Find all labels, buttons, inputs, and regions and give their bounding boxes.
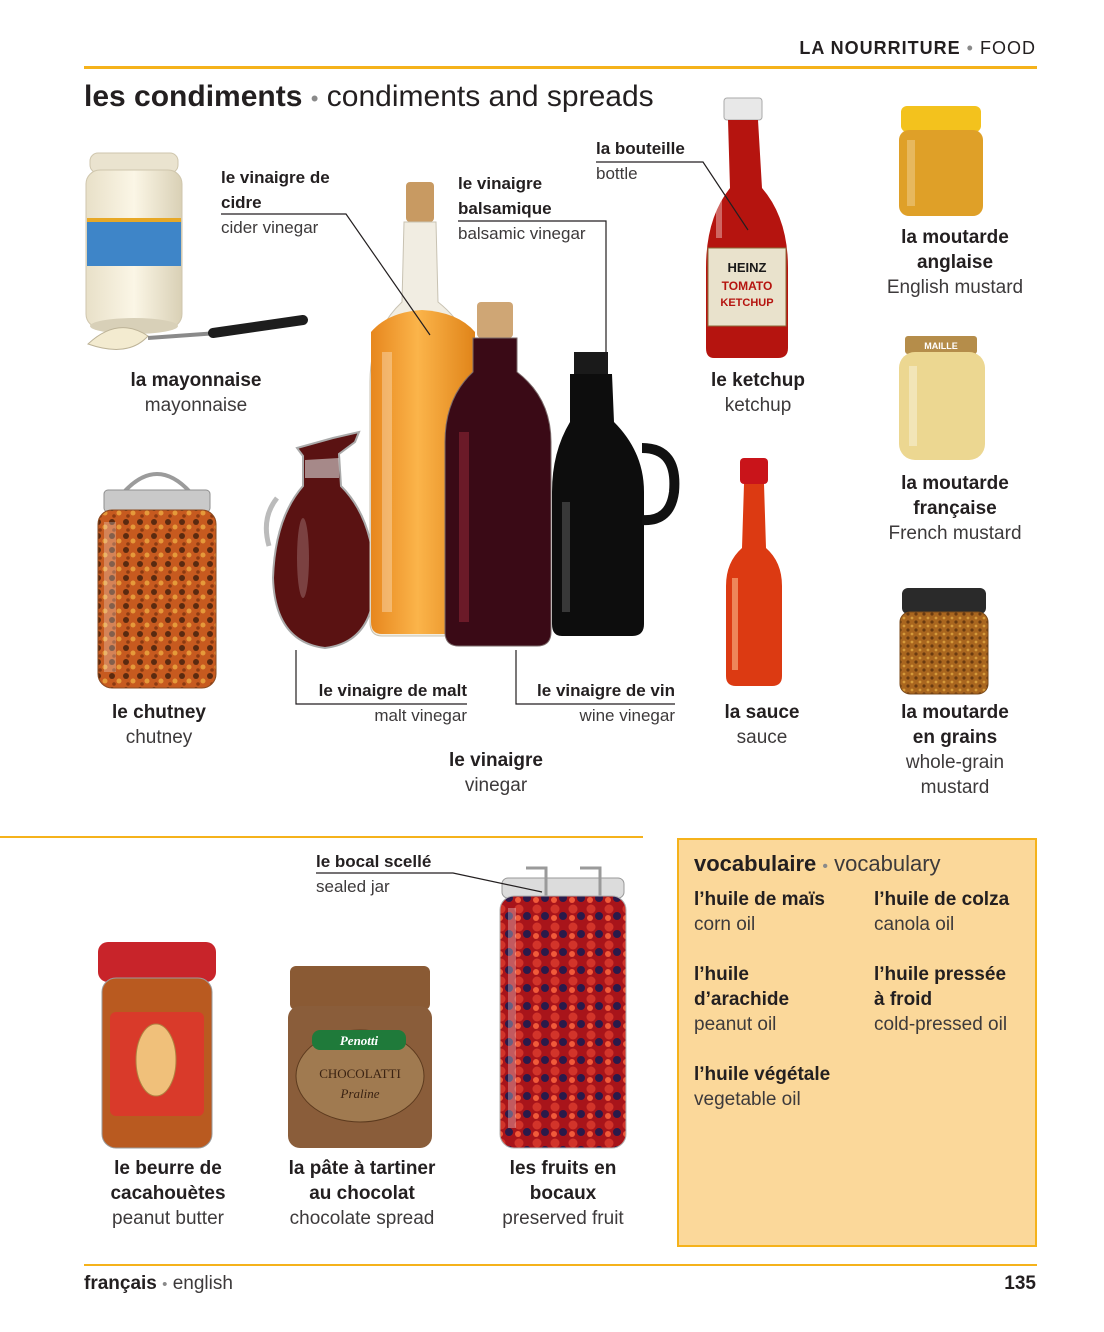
balsamic-vinegar-en: balsamic vinegar	[458, 224, 586, 243]
wholegrain-mustard-en-1: whole-grain	[905, 752, 1005, 773]
ketchup-en: ketchup	[724, 395, 792, 416]
english-mustard-fr-1: la moutarde	[901, 227, 1009, 248]
page-title-en: condiments and spreads	[326, 80, 654, 113]
label-sealed-jar	[316, 849, 476, 899]
chocolate-brand-text: Penotti	[339, 1033, 379, 1048]
vocab-en: corn oil	[694, 914, 756, 935]
cider-vinegar-fr-2: cidre	[221, 193, 262, 212]
section-title-en: FOOD	[980, 38, 1036, 58]
footer-lang-fr: français	[84, 1273, 157, 1294]
chutney-fr: le chutney	[112, 702, 206, 723]
bottle-fr: la bouteille	[596, 139, 685, 158]
label-mayonnaise	[106, 368, 286, 418]
wholegrain-mustard-fr-1: la moutarde	[901, 702, 1009, 723]
ketchup-label-3: KETCHUP	[720, 297, 774, 309]
ketchup-fr: le ketchup	[711, 370, 805, 391]
vocab-fr: l’huile végétale	[694, 1064, 831, 1085]
vinegar-fr: le vinaigre	[449, 750, 543, 771]
vocab-en: vegetable oil	[694, 1089, 801, 1110]
page-title-fr: les condiments	[84, 80, 303, 113]
label-peanut-butter	[78, 1156, 258, 1231]
label-preserved-fruit	[472, 1156, 654, 1231]
sauce-en: sauce	[736, 727, 788, 748]
vocab-fr: l’huile	[694, 964, 749, 985]
wholegrain-mustard-en-2: mustard	[920, 777, 990, 798]
malt-vinegar-en: malt vinegar	[374, 706, 467, 725]
label-vinegar	[406, 748, 586, 798]
preserved-fruit-fr-2: bocaux	[529, 1183, 597, 1204]
vocabulary-title-fr: vocabulaire	[694, 851, 817, 876]
label-ketchup	[688, 368, 828, 418]
footer-language	[84, 1271, 233, 1298]
bottle-en: bottle	[596, 164, 638, 183]
label-balsamic-vinegar	[458, 171, 608, 246]
malt-vinegar-fr: le vinaigre de malt	[318, 681, 467, 700]
footer-lang-en: english	[172, 1273, 233, 1294]
peanut-butter-fr-1: le beurre de	[114, 1158, 222, 1179]
mayonnaise-fr: la mayonnaise	[130, 370, 262, 391]
chutney-en: chutney	[125, 727, 193, 748]
vocab-entry-peanut-oil	[694, 962, 864, 1037]
vocabulary-title	[694, 850, 941, 881]
vocab-entry-canola-oil	[874, 887, 1034, 937]
ketchup-label-1: HEINZ	[727, 260, 767, 275]
chocolate-jar-text-1: CHOCOLATTI	[319, 1066, 401, 1081]
vocab-entry-corn-oil	[694, 887, 864, 937]
label-chocolate-spread	[262, 1156, 462, 1231]
vocab-en: cold-pressed oil	[874, 1014, 1008, 1035]
footer-rule	[84, 1264, 1037, 1266]
section-title-fr: LA NOURRITURE	[799, 38, 961, 58]
label-french-mustard	[870, 471, 1040, 546]
label-wholegrain-mustard	[870, 700, 1040, 800]
wine-vinegar-fr: le vinaigre de vin	[537, 681, 675, 700]
footer-bullet: •	[162, 1276, 168, 1293]
wine-vinegar-en: wine vinegar	[579, 706, 675, 725]
french-mustard-fr-2: française	[913, 498, 997, 519]
vinegar-en: vinegar	[464, 775, 528, 796]
vocabulary-box	[677, 838, 1037, 1247]
sauce-fr: la sauce	[724, 702, 800, 723]
chocolate-spread-fr-1: la pâte à tartiner	[288, 1158, 436, 1179]
preserved-fruit-en: preserved fruit	[502, 1208, 624, 1229]
label-sauce	[702, 700, 822, 750]
label-cider-vinegar	[221, 165, 371, 240]
peanut-butter-en: peanut butter	[112, 1208, 224, 1229]
vocab-entry-vegetable-oil	[694, 1062, 894, 1112]
chocolate-spread-fr-2: au chocolat	[309, 1183, 415, 1204]
wholegrain-mustard-fr-2: en grains	[912, 727, 998, 748]
title-bullet: •	[310, 86, 319, 111]
mayonnaise-en: mayonnaise	[144, 395, 248, 416]
vocab-fr: l’huile de colza	[874, 889, 1010, 910]
page-number: 135	[1004, 1273, 1036, 1294]
english-mustard-fr-2: anglaise	[916, 252, 994, 273]
cider-vinegar-en: cider vinegar	[221, 218, 319, 237]
vocabulary-title-en: vocabulary	[834, 851, 941, 876]
vocabulary-bullet: •	[822, 858, 829, 875]
french-mustard-en: French mustard	[888, 523, 1022, 544]
section-divider-rule	[0, 836, 643, 838]
sealed-jar-fr: le bocal scellé	[316, 852, 432, 871]
french-mustard-fr-1: la moutarde	[901, 473, 1009, 494]
ketchup-label-2: TOMATO	[721, 279, 773, 293]
vocab-entry-cold-pressed-oil	[874, 962, 1034, 1037]
preserved-fruit-fr-1: les fruits en	[509, 1158, 617, 1179]
vocab-en: canola oil	[874, 914, 955, 935]
vocab-fr: l’huile de maïs	[694, 889, 825, 910]
chocolate-jar-text-2: Praline	[340, 1086, 380, 1101]
chocolate-spread-en: chocolate spread	[289, 1208, 435, 1229]
english-mustard-en: English mustard	[886, 277, 1024, 298]
balsamic-vinegar-fr-1: le vinaigre	[458, 174, 543, 193]
vocab-fr: l’huile pressée	[874, 964, 1007, 985]
label-bottle	[596, 136, 706, 186]
sealed-jar-en: sealed jar	[316, 877, 390, 896]
label-wine-vinegar	[516, 678, 675, 728]
balsamic-vinegar-fr-2: balsamique	[458, 199, 552, 218]
vocab-en: peanut oil	[694, 1014, 777, 1035]
bullet: •	[966, 38, 974, 58]
french-mustard-lid-label: MAILLE	[924, 341, 958, 351]
cider-vinegar-fr-1: le vinaigre de	[221, 168, 330, 187]
peanut-butter-fr-2: cacahouètes	[110, 1183, 226, 1204]
vocab-fr-2: d’arachide	[694, 989, 790, 1010]
label-malt-vinegar	[296, 678, 467, 728]
label-chutney	[84, 700, 234, 750]
vocab-fr-2: à froid	[874, 989, 933, 1010]
label-english-mustard	[870, 225, 1040, 300]
